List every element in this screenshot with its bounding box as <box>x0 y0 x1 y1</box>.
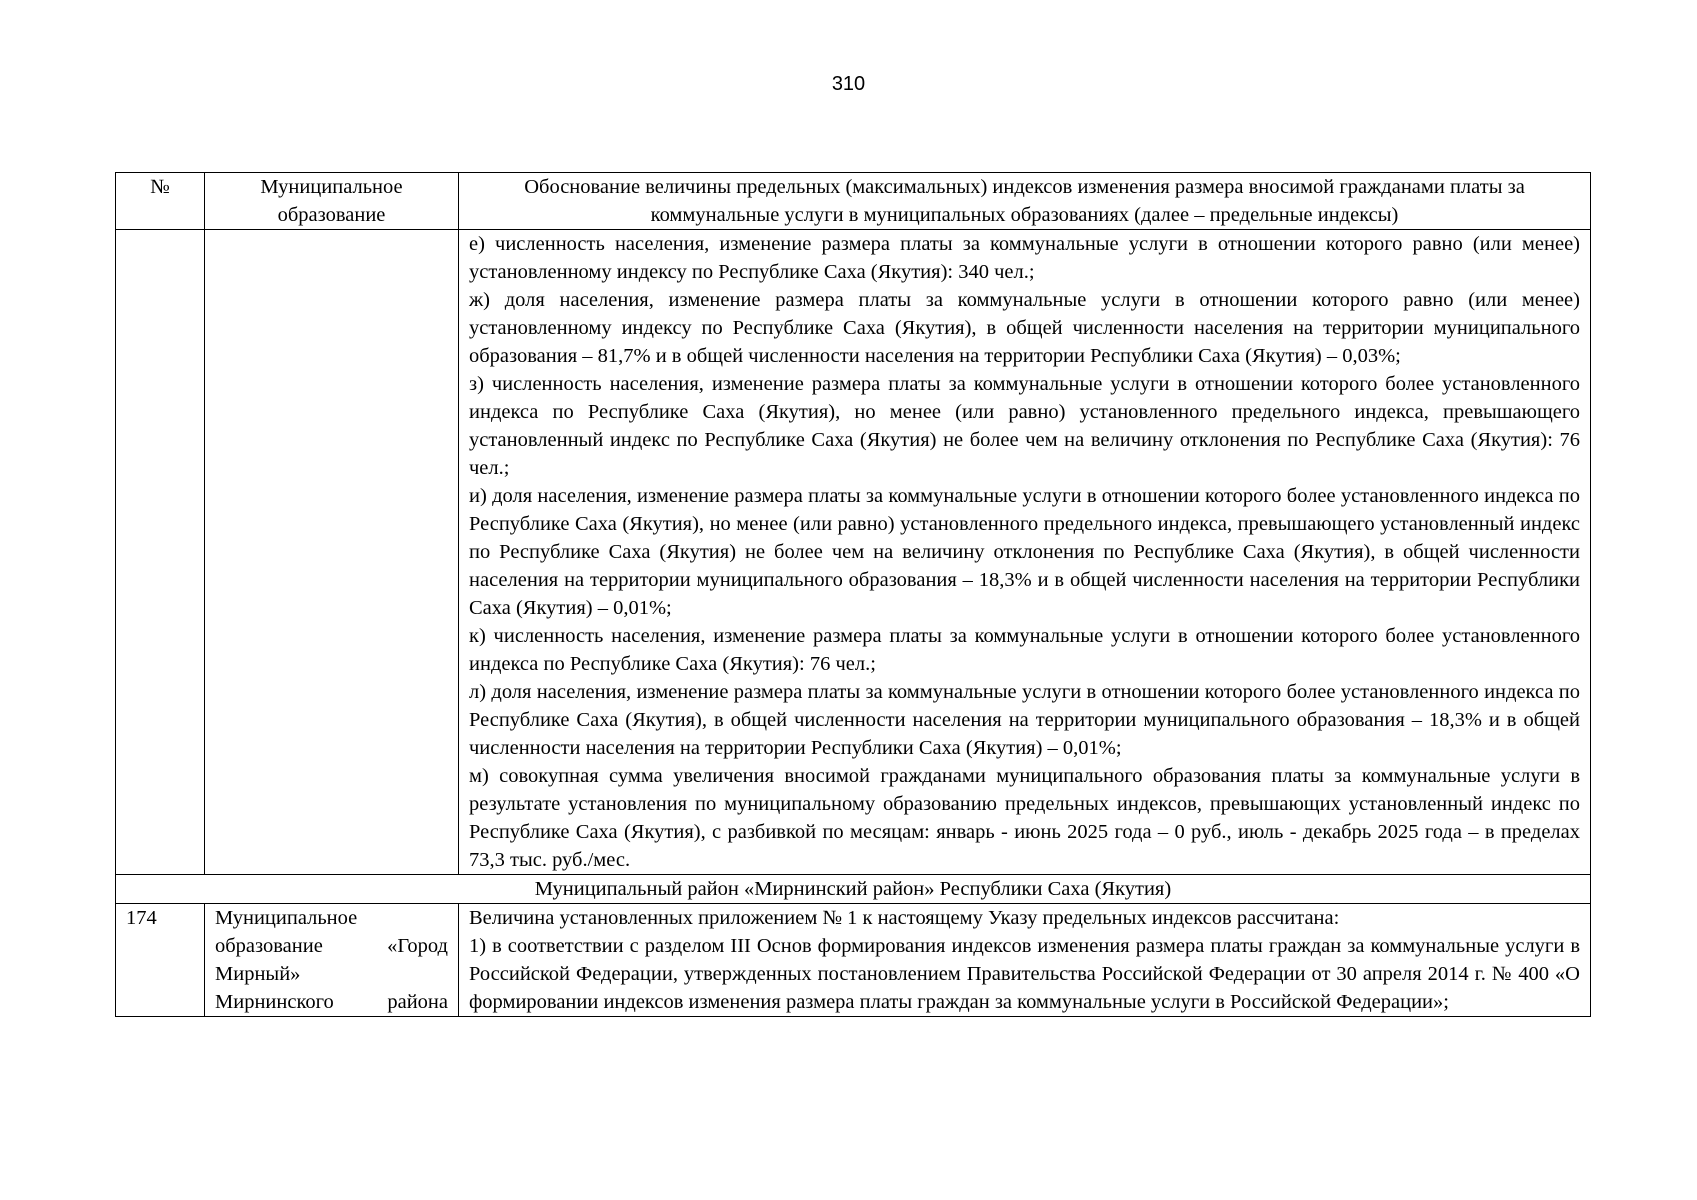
justification-item-1: 1) в соответствии с разделом III Основ формирования индексов изменения размера платы граждан за коммунальные услуги в Российской Федерации, утвержденных постановлением Правительства Российской Федерации от 30 апреля 2014 г. № 400 «О формировании индексов изменения размера платы граждан за коммунальные услуги в Российской Федерации»; <box>469 935 1580 1013</box>
table-row-continued <box>116 230 1591 875</box>
justification-item-m: м) совокупная сумма увеличения вносимой гражданами муниципального образования платы за коммунальные услуги в результате установления по муниципальному образованию предельных индексов, превышающих установленный индекс по Республике Саха (Якутия), с разбивкой по месяцам: январь - июнь 2025 года – 0 руб., июль - декабрь 2025 года – в пределах 73,3 тыс. руб./мес. <box>469 765 1580 871</box>
table-row-174 <box>116 904 1591 1017</box>
section-title: Муниципальный район «Мирнинский район» Республики Саха (Якутия) <box>116 875 1591 904</box>
justification-item-z: з) численность населения, изменение размера платы за коммунальные услуги в отношении которого более установленного индекса по Республике Саха (Якутия), но менее (или равно) установленного предельного индекса, превышающего установленный индекс по Республике Саха (Якутия) не более чем на величину отклонения по Республике Саха (Якутия): 76 чел.; <box>469 373 1580 479</box>
justification-item-k: к) численность населения, изменение размера платы за коммунальные услуги в отношении которого более установленного индекса по Республике Саха (Якутия): 76 чел.; <box>469 625 1580 675</box>
header-number: № <box>116 173 205 230</box>
municipality-line: образование «Город <box>215 935 448 957</box>
continued-row-municipality <box>205 230 459 875</box>
table-header-row <box>116 173 1591 230</box>
municipality-line: Мирный» <box>215 963 301 985</box>
justification-item-i: и) доля населения, изменение размера платы за коммунальные услуги в отношении которого более установленного индекса по Республике Саха (Якутия), но менее (или равно) установленного предельного индекса, превышающего установленный индекс по Республике Саха (Якутия) не более чем на величину отклонения по Республике Саха (Якутия), в общей численности населения на территории муниципального образования – 18,3% и в общей численности населения на территории Республики Саха (Якутия) – 0,01%; <box>469 485 1580 619</box>
justification-intro: Величина установленных приложением № 1 к настоящему Указу предельных индексов рассчитана: <box>469 907 1340 929</box>
justification-table <box>115 172 1591 1017</box>
justification-item-l: л) доля населения, изменение размера платы за коммунальные услуги в отношении которого более установленного индекса по Республике Саха (Якутия), в общей численности населения на территории муниципального образования – 18,3% и в общей численности населения на территории Республики Саха (Якутия) – 0,01%; <box>469 681 1580 759</box>
header-municipality: Муниципальное образование <box>205 173 459 230</box>
row-174-justification <box>459 904 1591 1017</box>
continued-row-number <box>116 230 205 875</box>
row-174-number: 174 <box>116 904 205 1017</box>
municipality-line: Мирнинского района <box>215 991 448 1013</box>
continued-row-justification <box>459 230 1591 875</box>
justification-item-e: е) численность населения, изменение размера платы за коммунальные услуги в отношении которого равно (или менее) установленному индексу по Республике Саха (Якутия): 340 чел.; <box>469 233 1580 283</box>
municipality-line: Муниципальное <box>215 907 358 929</box>
page-number: 310 <box>831 73 866 95</box>
row-174-municipality <box>205 904 459 1017</box>
header-justification: Обоснование величины предельных (максимальных) индексов изменения размера вносимой гражданами платы за коммунальные услуги в муниципальных образованиях (далее – предельные индексы) <box>459 173 1591 230</box>
section-header-row <box>116 875 1591 904</box>
justification-item-zh: ж) доля населения, изменение размера платы за коммунальные услуги в отношении которого равно (или менее) установленному индексу по Республике Саха (Якутия), в общей численности населения на территории муниципального образования – 81,7% и в общей численности населения на территории Республики Саха (Якутия) – 0,03%; <box>469 289 1580 367</box>
